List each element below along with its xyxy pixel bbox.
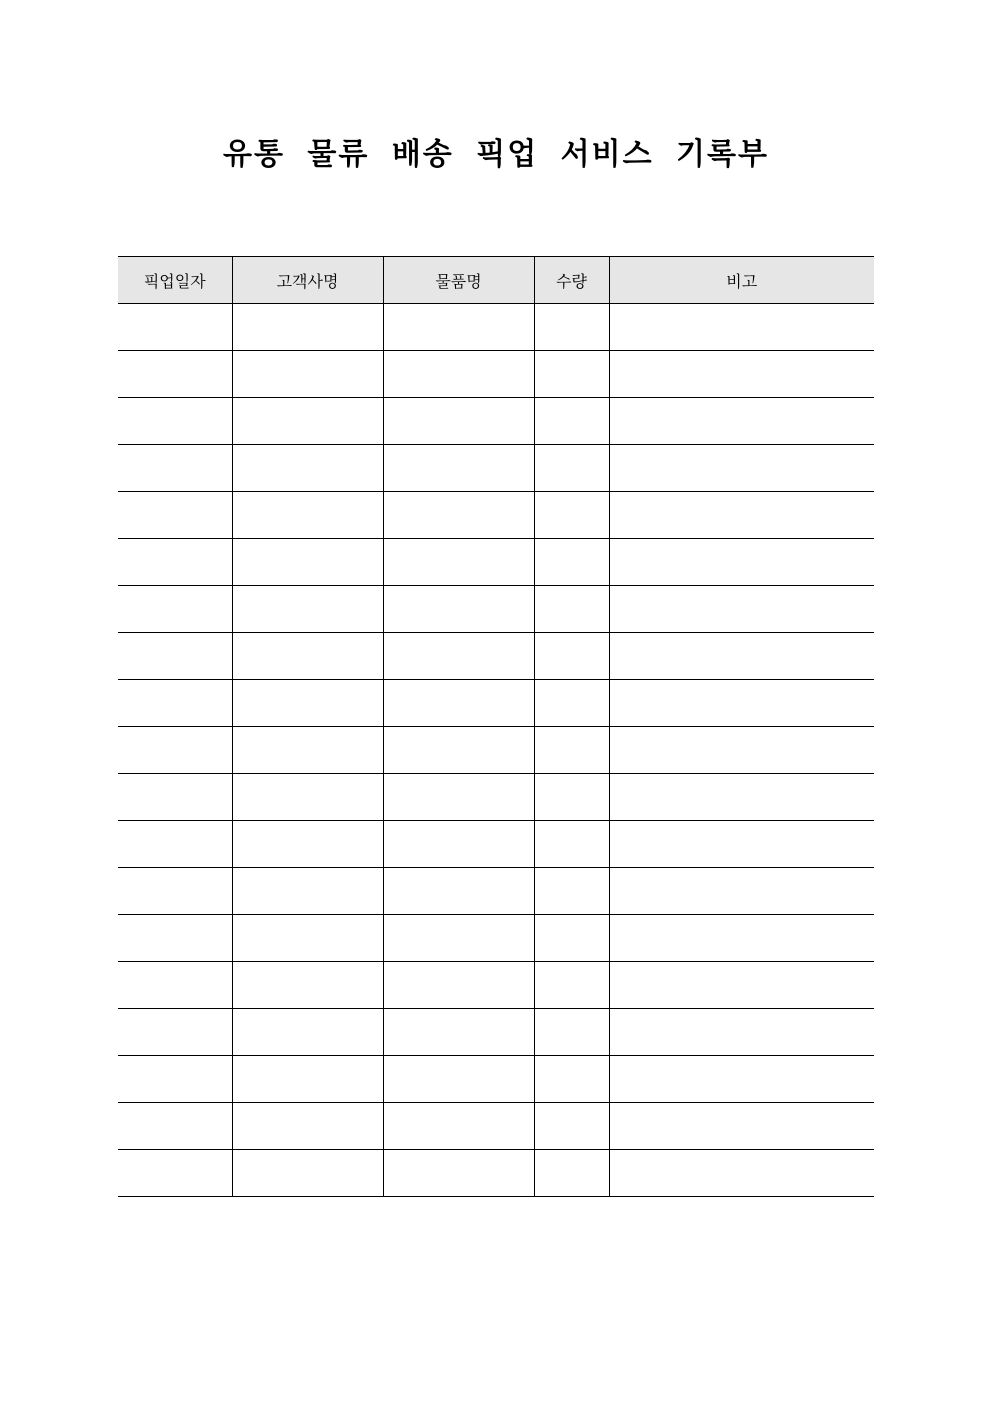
table-row [118, 1150, 874, 1197]
table-row [118, 586, 874, 633]
page-title: 유통 물류 배송 픽업 서비스 기록부 [223, 137, 769, 172]
table-row [118, 680, 874, 727]
cell-remarks[interactable] [609, 1009, 874, 1056]
header-remarks: 비고 [609, 257, 874, 304]
cell-quantity[interactable] [534, 774, 609, 821]
table-row [118, 915, 874, 962]
cell-client-name[interactable] [232, 915, 383, 962]
cell-remarks[interactable] [609, 915, 874, 962]
cell-pickup-date[interactable] [118, 492, 232, 539]
cell-remarks[interactable] [609, 492, 874, 539]
cell-client-name[interactable] [232, 962, 383, 1009]
cell-item-name[interactable] [383, 915, 534, 962]
cell-item-name[interactable] [383, 633, 534, 680]
cell-pickup-date[interactable] [118, 1009, 232, 1056]
table-row [118, 1009, 874, 1056]
table-row [118, 1056, 874, 1103]
cell-item-name[interactable] [383, 727, 534, 774]
cell-pickup-date[interactable] [118, 1056, 232, 1103]
cell-item-name[interactable] [383, 586, 534, 633]
cell-remarks[interactable] [609, 445, 874, 492]
cell-remarks[interactable] [609, 1103, 874, 1150]
cell-client-name[interactable] [232, 586, 383, 633]
cell-item-name[interactable] [383, 1009, 534, 1056]
cell-client-name[interactable] [232, 304, 383, 351]
cell-quantity[interactable] [534, 962, 609, 1009]
cell-quantity[interactable] [534, 1009, 609, 1056]
cell-pickup-date[interactable] [118, 680, 232, 727]
cell-quantity[interactable] [534, 633, 609, 680]
cell-client-name[interactable] [232, 539, 383, 586]
cell-client-name[interactable] [232, 868, 383, 915]
cell-quantity[interactable] [534, 821, 609, 868]
cell-quantity[interactable] [534, 915, 609, 962]
cell-client-name[interactable] [232, 633, 383, 680]
cell-item-name[interactable] [383, 868, 534, 915]
cell-pickup-date[interactable] [118, 304, 232, 351]
table-row [118, 304, 874, 351]
cell-pickup-date[interactable] [118, 915, 232, 962]
cell-client-name[interactable] [232, 1056, 383, 1103]
cell-quantity[interactable] [534, 868, 609, 915]
cell-pickup-date[interactable] [118, 1103, 232, 1150]
cell-client-name[interactable] [232, 492, 383, 539]
cell-quantity[interactable] [534, 398, 609, 445]
cell-quantity[interactable] [534, 727, 609, 774]
pickup-record-table [118, 256, 874, 1197]
table-row [118, 868, 874, 915]
header-quantity: 수량 [534, 257, 609, 304]
cell-quantity[interactable] [534, 539, 609, 586]
cell-client-name[interactable] [232, 727, 383, 774]
table-row [118, 398, 874, 445]
table-row [118, 774, 874, 821]
table-row [118, 633, 874, 680]
cell-item-name[interactable] [383, 962, 534, 1009]
cell-item-name[interactable] [383, 821, 534, 868]
cell-client-name[interactable] [232, 680, 383, 727]
table-header-row [118, 257, 874, 304]
cell-pickup-date[interactable] [118, 398, 232, 445]
cell-pickup-date[interactable] [118, 868, 232, 915]
cell-item-name[interactable] [383, 1056, 534, 1103]
table-row [118, 445, 874, 492]
cell-pickup-date[interactable] [118, 962, 232, 1009]
cell-remarks[interactable] [609, 774, 874, 821]
cell-remarks[interactable] [609, 1150, 874, 1197]
table-row [118, 539, 874, 586]
cell-remarks[interactable] [609, 539, 874, 586]
cell-pickup-date[interactable] [118, 774, 232, 821]
cell-item-name[interactable] [383, 492, 534, 539]
cell-client-name[interactable] [232, 1009, 383, 1056]
cell-client-name[interactable] [232, 351, 383, 398]
cell-item-name[interactable] [383, 445, 534, 492]
cell-pickup-date[interactable] [118, 445, 232, 492]
cell-item-name[interactable] [383, 1150, 534, 1197]
cell-remarks[interactable] [609, 821, 874, 868]
cell-remarks[interactable] [609, 398, 874, 445]
table-row [118, 1103, 874, 1150]
cell-remarks[interactable] [609, 351, 874, 398]
cell-remarks[interactable] [609, 633, 874, 680]
cell-remarks[interactable] [609, 868, 874, 915]
cell-remarks[interactable] [609, 304, 874, 351]
cell-pickup-date[interactable] [118, 586, 232, 633]
header-client-name: 고객사명 [232, 257, 383, 304]
table-row [118, 727, 874, 774]
cell-quantity[interactable] [534, 680, 609, 727]
cell-item-name[interactable] [383, 680, 534, 727]
cell-client-name[interactable] [232, 445, 383, 492]
table-row [118, 351, 874, 398]
table-row [118, 492, 874, 539]
cell-item-name[interactable] [383, 539, 534, 586]
cell-pickup-date[interactable] [118, 821, 232, 868]
cell-remarks[interactable] [609, 727, 874, 774]
cell-quantity[interactable] [534, 1150, 609, 1197]
cell-quantity[interactable] [534, 492, 609, 539]
cell-pickup-date[interactable] [118, 727, 232, 774]
cell-client-name[interactable] [232, 398, 383, 445]
cell-pickup-date[interactable] [118, 539, 232, 586]
cell-remarks[interactable] [609, 1056, 874, 1103]
cell-quantity[interactable] [534, 1103, 609, 1150]
cell-quantity[interactable] [534, 1056, 609, 1103]
cell-item-name[interactable] [383, 1103, 534, 1150]
table-body [118, 304, 874, 1197]
table-row [118, 821, 874, 868]
cell-pickup-date[interactable] [118, 633, 232, 680]
cell-remarks[interactable] [609, 680, 874, 727]
cell-item-name[interactable] [383, 351, 534, 398]
cell-client-name[interactable] [232, 774, 383, 821]
cell-client-name[interactable] [232, 1150, 383, 1197]
cell-pickup-date[interactable] [118, 351, 232, 398]
cell-client-name[interactable] [232, 1103, 383, 1150]
cell-quantity[interactable] [534, 445, 609, 492]
cell-remarks[interactable] [609, 962, 874, 1009]
cell-pickup-date[interactable] [118, 1150, 232, 1197]
cell-item-name[interactable] [383, 774, 534, 821]
header-pickup-date: 픽업일자 [118, 257, 232, 304]
cell-quantity[interactable] [534, 351, 609, 398]
cell-client-name[interactable] [232, 821, 383, 868]
cell-item-name[interactable] [383, 398, 534, 445]
cell-remarks[interactable] [609, 586, 874, 633]
table-row [118, 962, 874, 1009]
cell-item-name[interactable] [383, 304, 534, 351]
cell-quantity[interactable] [534, 586, 609, 633]
cell-quantity[interactable] [534, 304, 609, 351]
header-item-name: 물품명 [383, 257, 534, 304]
